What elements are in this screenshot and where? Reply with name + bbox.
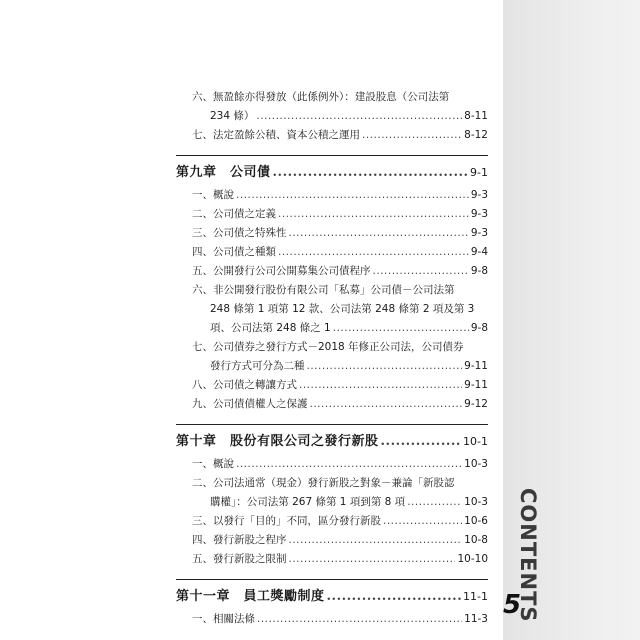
leader-dots xyxy=(362,126,462,145)
toc-entry xyxy=(176,262,488,281)
entry-title: 八、公司債之轉讓方式 xyxy=(192,379,297,391)
page-ref: 9-8 xyxy=(470,322,488,334)
entry-title: 一、概說 xyxy=(192,189,234,201)
leader-dots xyxy=(327,586,462,608)
leader-dots xyxy=(278,205,469,224)
entry-title: 一、相關法條 xyxy=(192,613,255,625)
toc-entry xyxy=(176,243,488,262)
page-ref: 8-11 xyxy=(464,110,488,122)
toc-entry xyxy=(176,186,488,205)
entry-title: 四、發行新股之程序 xyxy=(192,534,287,546)
page-ref: 9-3 xyxy=(470,208,488,220)
toc-entry xyxy=(176,338,488,376)
entry-title: 234 條） xyxy=(210,110,255,122)
entry-title: 五、發行新股之限制 xyxy=(192,553,287,565)
entry-title: 六、非公開發行股份有限公司「私募」公司債－公司法第 xyxy=(192,284,455,296)
side-title: CONTENTS xyxy=(516,488,540,623)
page-ref: 10-3 xyxy=(464,496,488,508)
leader-dots xyxy=(236,186,469,205)
page-ref: 9-12 xyxy=(464,398,488,410)
leader-dots xyxy=(299,376,462,395)
toc-entry xyxy=(176,550,488,569)
toc-entry xyxy=(176,205,488,224)
page-ref: 10-8 xyxy=(464,534,488,546)
toc-entry xyxy=(176,376,488,395)
entry-title: 二、公司法通常（現金）發行新股之對象－兼論「新股認 xyxy=(192,477,455,489)
leader-dots xyxy=(256,107,462,126)
leader-dots xyxy=(289,224,469,243)
entry-title: 三、以發行「目的」不同，區分發行新股 xyxy=(192,515,381,527)
toc-entry xyxy=(176,395,488,414)
toc-entry xyxy=(176,512,488,531)
page-ref: 9-4 xyxy=(470,246,488,258)
leader-dots xyxy=(289,550,456,569)
entry-title: 九、公司債債權人之保護 xyxy=(192,398,308,410)
page-ref: 10-10 xyxy=(457,553,488,565)
entry-title: 六、無盈餘亦得發放（此係例外）：建設股息（公司法第 xyxy=(192,91,450,103)
page-ref: 8-12 xyxy=(464,129,488,141)
chapter-title: 第十章 股份有限公司之發行新股 xyxy=(176,434,379,449)
page-ref: 10-3 xyxy=(464,458,488,470)
leader-dots xyxy=(373,262,469,281)
leader-dots xyxy=(307,357,463,376)
page-ref: 10-6 xyxy=(464,515,488,527)
entry-title: 三、公司債之特殊性 xyxy=(192,227,287,239)
toc-entry xyxy=(176,474,488,512)
toc-entry xyxy=(176,610,488,629)
toc-entry xyxy=(176,455,488,474)
page-ref: 11-1 xyxy=(463,590,488,603)
entry-title: 二、公司債之定義 xyxy=(192,208,276,220)
toc-entry xyxy=(176,126,488,145)
entry-title: 發行方式可分為二種 xyxy=(210,360,305,372)
toc-entry xyxy=(176,224,488,243)
toc-chapter xyxy=(176,155,488,184)
chapter-title: 第十一章 員工獎勵制度 xyxy=(176,589,325,604)
leader-dots xyxy=(407,493,462,512)
leader-dots xyxy=(381,431,462,453)
page-number: 5 xyxy=(503,590,522,620)
entry-title: 一、概說 xyxy=(192,458,234,470)
toc-chapter xyxy=(176,579,488,608)
page-ref: 9-3 xyxy=(470,189,488,201)
table-of-contents xyxy=(176,88,488,629)
entry-title: 五、公開發行公司公開募集公司債程序 xyxy=(192,265,371,277)
page-ref: 9-1 xyxy=(470,166,488,179)
page-ref: 10-1 xyxy=(463,435,488,448)
toc-entry xyxy=(176,88,488,126)
leader-dots xyxy=(333,319,469,338)
toc-entry xyxy=(176,531,488,550)
leader-dots xyxy=(383,512,462,531)
page-ref: 9-11 xyxy=(464,379,488,391)
chapter-title: 第九章 公司債 xyxy=(176,165,271,180)
leader-dots xyxy=(310,395,463,414)
entry-title: 七、法定盈餘公積、資本公積之運用 xyxy=(192,129,360,141)
page-ref: 9-3 xyxy=(470,227,488,239)
toc-entry xyxy=(176,281,488,338)
leader-dots xyxy=(257,610,462,629)
entry-title: 七、公司債券之發行方式－2018 年修正公司法，公司債券 xyxy=(192,341,464,353)
page-ref: 9-11 xyxy=(464,360,488,372)
leader-dots xyxy=(236,455,462,474)
page-ref: 11-3 xyxy=(464,613,488,625)
entry-title: 購權」：公司法第 267 條第 1 項到第 8 項 xyxy=(210,496,406,508)
entry-title: 項、公司法第 248 條之 1 xyxy=(210,322,331,334)
leader-dots xyxy=(278,243,469,262)
leader-dots xyxy=(273,162,469,184)
toc-chapter xyxy=(176,424,488,453)
entry-title: 四、公司債之種類 xyxy=(192,246,276,258)
entry-title: 248 條第 1 項第 12 款、公司法第 248 條第 2 項及第 3 xyxy=(210,303,475,315)
page-ref: 9-8 xyxy=(470,265,488,277)
leader-dots xyxy=(289,531,463,550)
